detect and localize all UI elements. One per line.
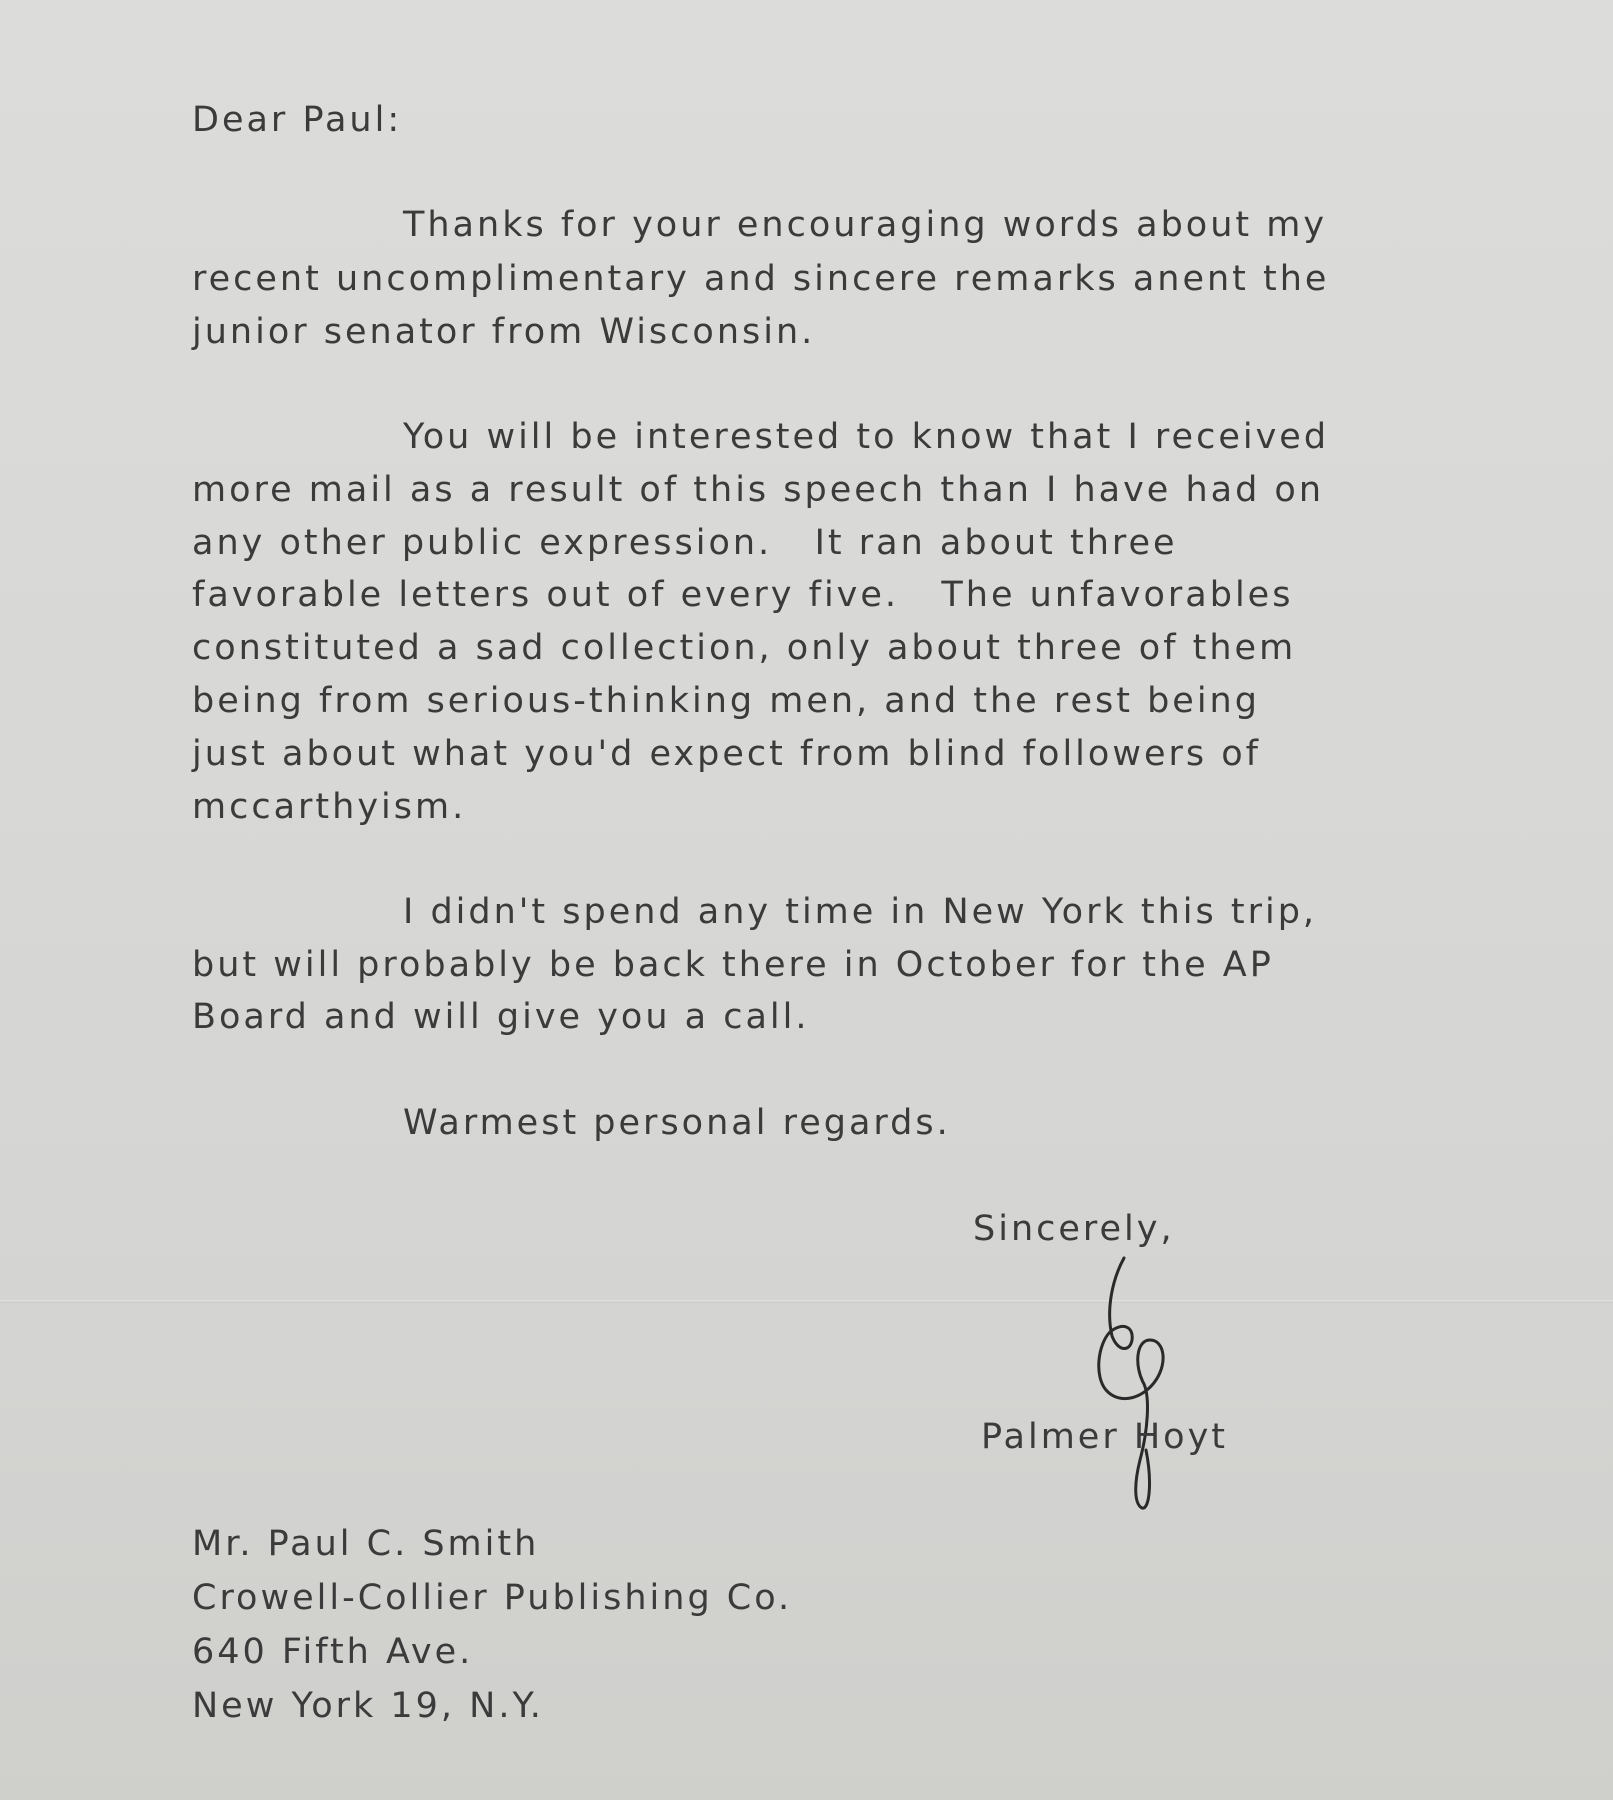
paragraph-3-line-2: but will probably be back there in October for the AP: [192, 945, 1274, 985]
address-line-4: New York 19, N.Y.: [192, 1686, 544, 1726]
address-line-3: 640 Fifth Ave.: [192, 1632, 474, 1672]
paragraph-3-line-1: I didn't spend any time in New York this trip,: [403, 892, 1318, 932]
salutation: Dear Paul:: [192, 100, 403, 140]
paragraph-2-line-7: just about what you'd expect from blind followers of: [192, 734, 1261, 774]
paragraph-1-line-3: junior senator from Wisconsin.: [192, 312, 816, 352]
handwritten-signature: [1060, 1240, 1220, 1520]
signer-name: Palmer Hoyt: [981, 1417, 1229, 1457]
paper-fold-line: [0, 1300, 1613, 1303]
paragraph-3-line-3: Board and will give you a call.: [192, 997, 810, 1037]
closing-line: Warmest personal regards.: [403, 1103, 951, 1143]
paragraph-2-line-2: more mail as a result of this speech than I have had on: [192, 470, 1325, 510]
paragraph-1-line-2: recent uncomplimentary and sincere remarks anent the: [192, 259, 1330, 299]
paragraph-2-line-5: constituted a sad collection, only about three of them: [192, 628, 1297, 668]
paragraph-2-line-6: being from serious-thinking men, and the rest being: [192, 681, 1260, 721]
paragraph-2-line-1: You will be interested to know that I received: [403, 417, 1330, 457]
address-line-1: Mr. Paul C. Smith: [192, 1524, 540, 1564]
paragraph-1-line-1: Thanks for your encouraging words about my: [403, 205, 1328, 245]
paragraph-2-line-4: favorable letters out of every five. The unfavorables: [192, 575, 1294, 615]
valediction: Sincerely,: [973, 1209, 1175, 1249]
paragraph-2-line-8: mccarthyism.: [192, 787, 467, 827]
paragraph-2-line-3: any other public expression. It ran about three: [192, 523, 1178, 563]
address-line-2: Crowell-Collier Publishing Co.: [192, 1578, 793, 1618]
